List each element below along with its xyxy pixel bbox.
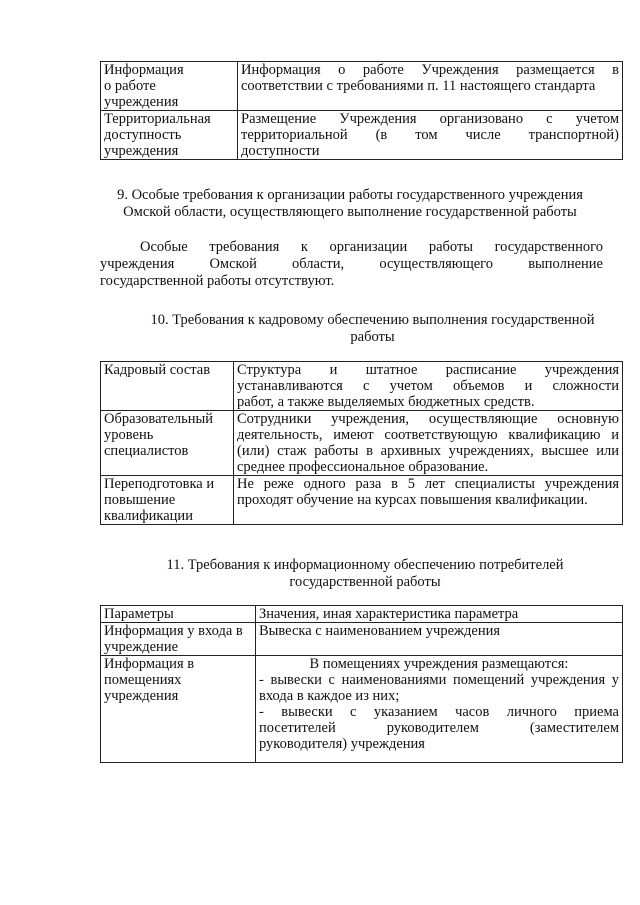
cell-line: Переподготовка и <box>104 476 215 492</box>
section-11-heading <box>130 557 600 591</box>
cell-line: учреждения <box>104 94 179 110</box>
cell-line: Структура и штатное расписание учреждения <box>237 362 619 378</box>
cell-line: Информация у входа в <box>104 623 243 639</box>
column-header-param: Параметры <box>101 606 256 623</box>
heading-line: 9. Особые требования к организации работы государственного учреждения <box>117 187 583 203</box>
cell-line: (или) стаж работы в архивных учреждениях, высшее или <box>237 443 619 459</box>
table-row <box>101 62 623 111</box>
heading-line: работы <box>350 329 395 345</box>
section-10-heading <box>110 312 635 346</box>
cell-line: Сотрудники учреждения, осуществляющие основную <box>237 411 619 427</box>
cell-line: соответствии с требованиями п. 11 настоящего стандарта <box>241 78 596 94</box>
table-row <box>101 411 623 476</box>
cell-line: специалистов <box>104 443 189 459</box>
cell-line: доступности <box>241 143 320 159</box>
cell-line: Информация в <box>104 656 195 672</box>
info-provision-table <box>100 605 623 763</box>
cell-line: устанавливаются с учетом объемов и сложности <box>237 378 619 394</box>
param-name-cell <box>101 62 238 111</box>
cell-line: Информация о работе Учреждения размещается в <box>241 62 619 78</box>
table-row <box>101 623 623 656</box>
cell-line: деятельность, имеют соответствующую квалификацию и <box>237 427 619 443</box>
cell-line: входа в каждое из них; <box>259 688 400 704</box>
heading-line: Омской области, осуществляющего выполнение государственной работы <box>123 204 577 220</box>
cell-line: учреждение <box>104 639 179 655</box>
staffing-table <box>100 361 623 525</box>
table-row <box>101 656 623 763</box>
heading-line: государственной работы <box>289 574 441 590</box>
paragraph-line: государственной работы отсутствуют. <box>100 273 335 289</box>
cell-intro-line: В помещениях учреждения размещаются: <box>309 656 569 672</box>
cell-line: работ, а также выделяемых бюджетных средств. <box>237 394 535 410</box>
table-row <box>101 476 623 525</box>
cell-line: проходят обучение на курсах повышения квалификации. <box>237 492 588 508</box>
param-name-cell <box>101 362 234 411</box>
cell-line: помещениях <box>104 672 182 688</box>
param-name-cell <box>101 656 256 763</box>
param-value-cell <box>234 411 623 476</box>
param-value-cell <box>234 362 623 411</box>
table-row <box>101 362 623 411</box>
table-header-row <box>101 606 623 623</box>
param-value-cell <box>234 476 623 525</box>
cell-line: среднее профессиональное образование. <box>237 459 489 475</box>
param-name-cell <box>101 476 234 525</box>
cell-line: Кадровый состав <box>104 362 211 378</box>
paragraph-line: учреждения Омской области, осуществляющего выполнение <box>100 256 603 272</box>
heading-line: 10. Требования к кадровому обеспечению выполнения государственной <box>150 312 595 328</box>
cell-line: доступность <box>104 127 182 143</box>
cell-line: повышение <box>104 492 176 508</box>
section-9-heading <box>80 187 620 221</box>
param-value-cell <box>256 656 623 763</box>
cell-line: руководителя) учреждения <box>259 736 425 752</box>
cell-line: Вывеска с наименованием учреждения <box>259 623 501 639</box>
table-row <box>101 111 623 160</box>
cell-line: Образовательный <box>104 411 214 427</box>
cell-line: учреждения <box>104 143 179 159</box>
heading-line: 11. Требования к информационному обеспечению потребителей <box>166 557 564 573</box>
param-value-cell <box>256 623 623 656</box>
service-info-table <box>100 61 623 160</box>
param-name-cell <box>101 111 238 160</box>
cell-line: Размещение Учреждения организовано с учетом <box>241 111 619 127</box>
param-name-cell <box>101 623 256 656</box>
cell-line: - вывески с наименованиями помещений учреждения у <box>259 672 619 688</box>
cell-line: о работе <box>104 78 156 94</box>
paragraph-line: Особые требования к организации работы государственного <box>140 239 603 255</box>
param-value-cell <box>238 62 623 111</box>
cell-line: учреждения <box>104 688 179 704</box>
cell-line: квалификации <box>104 508 193 524</box>
section-9-paragraph <box>100 239 603 290</box>
cell-line: Не реже одного раза в 5 лет специалисты учреждения <box>237 476 619 492</box>
param-name-cell <box>101 411 234 476</box>
cell-line: посетителей руководителем (заместителем <box>259 720 619 736</box>
cell-line: Территориальная <box>104 111 211 127</box>
cell-line: территориальной (в том числе транспортной) <box>241 127 619 143</box>
cell-line: - вывески с указанием часов личного приема <box>259 704 619 720</box>
column-header-value: Значения, иная характеристика параметра <box>256 606 623 623</box>
cell-line: уровень <box>104 427 154 443</box>
param-value-cell <box>238 111 623 160</box>
cell-line: Информация <box>104 62 184 78</box>
